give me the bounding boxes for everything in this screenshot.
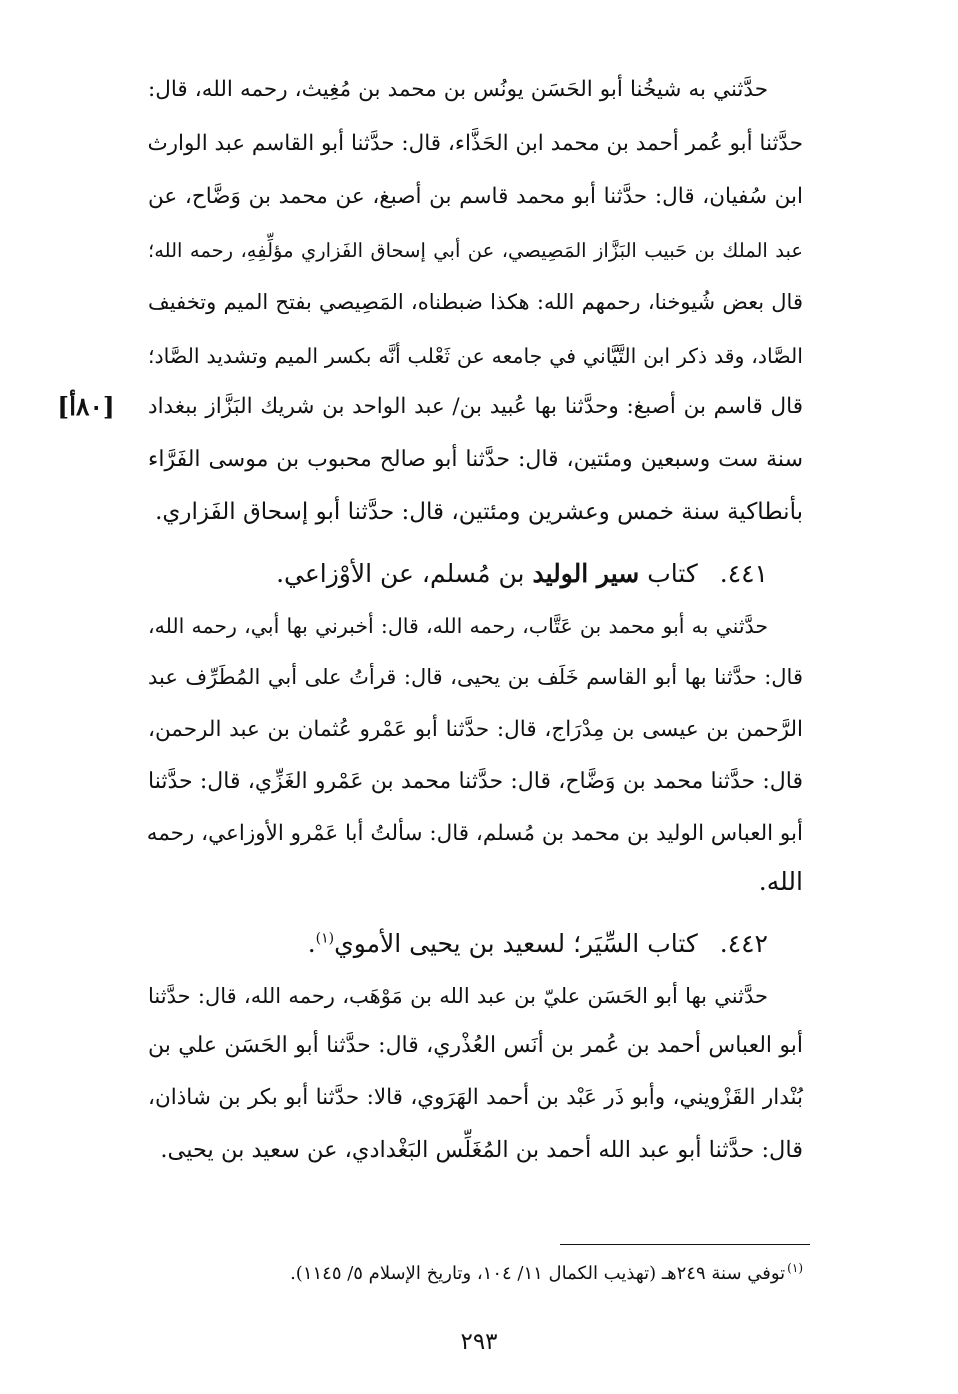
body-line: الرَّحمن بن عيسى بن مِدْرَاج، قال: حدَّثنا أبو عَمْرو عُثمان بن عبد الرحمن، bbox=[148, 717, 803, 742]
footnote-mark: (١) bbox=[787, 1261, 803, 1275]
body-line: حدَّثنا أبو عُمر أحمد بن محمد ابن الحَذَّاء، قال: حدَّثنا أبو القاسم عبد الوارث bbox=[147, 131, 803, 156]
body-line: بُنْدار القَزْويني، وأبو ذَر عَبْد بن أحمد الهَرَوي، قالا: حدَّثنا أبو بكر بن شاذان، bbox=[148, 1085, 803, 1110]
entry-title bbox=[308, 929, 698, 958]
body-line: الصَّاد، وقد ذكر ابن التَّيَّاني في جامعه عن ثَعْلب أنَّه بكسر الميم وتشديد الصَّاد؛ bbox=[148, 344, 803, 368]
entry-442-heading bbox=[148, 918, 768, 970]
folio-marker: [٨٠أ] bbox=[57, 392, 115, 421]
body-line: الله. bbox=[758, 867, 803, 896]
footnote-separator bbox=[560, 1244, 810, 1245]
entry-number: ٤٤٢. bbox=[719, 929, 768, 958]
entry-number: ٤٤١. bbox=[719, 559, 768, 588]
entry-title-text: كتاب السِّيَر؛ لسعيد بن يحيى الأموي bbox=[334, 929, 698, 958]
body-line: قال بعض شُيوخنا، رحمهم الله: هكذا ضبطناه، المَصِيصي بفتح الميم وتخفيف bbox=[148, 290, 803, 314]
body-line: عبد الملك بن حَبيب البَزَّاز المَصِيصي، عن أبي إسحاق الفَزاري مؤلِّفِهِ، رحمه الله؛ bbox=[148, 239, 803, 262]
body-line: بأنطاكية سنة خمس وعشرين ومئتين، قال: حدَّثنا أبو إسحاق الفَزاري. bbox=[155, 499, 803, 525]
body-line: قال: حدَّثنا بها أبو القاسم خَلَف بن يحيى، قال: قرأتُ على أبي المُطَرِّف عبد bbox=[148, 665, 803, 689]
body-line: قال قاسم بن أصبغ: وحدَّثنا بها عُبيد بن/ عبد الواحد بن شريك البَزَّاز ببغداد bbox=[148, 394, 803, 419]
body-line: أبو العباس أحمد بن عُمر بن أنَس العُذْري، قال: حدَّثنا أبو الحَسَن علي بن bbox=[148, 1033, 803, 1058]
footnote bbox=[148, 1256, 803, 1292]
body-line: حدَّثني به شيخُنا أبو الحَسَن يونُس بن محمد بن مُغِيث، رحمه الله، قال: bbox=[148, 77, 768, 102]
body-line: قال: حدَّثنا محمد بن وَضَّاح، قال: حدَّثنا محمد بن عَمْرو الغَزِّي، قال: حدَّثنا bbox=[148, 769, 803, 794]
entry-title bbox=[276, 559, 698, 588]
body-line: حدَّثني به أبو محمد بن عَتَّاب، رحمه الله، قال: أخبرني بها أبي، رحمه الله، bbox=[148, 614, 768, 638]
entry-title-prefix: كتاب bbox=[647, 559, 698, 588]
entry-title-bold: سير الوليد bbox=[532, 559, 640, 588]
body-line: حدَّثني بها أبو الحَسَن عليّ بن عبد الله بن مَوْهَب، رحمه الله، قال: حدَّثنا bbox=[148, 984, 768, 1008]
footnote-text: توفي سنة ٢٤٩هـ (تهذيب الكمال ١١/ ١٠٤، وتاريخ الإسلام ٥/ ١١٤٥). bbox=[290, 1263, 786, 1284]
body-line: سنة ست وسبعين ومئتين، قال: حدَّثنا أبو صالح محبوب بن موسى الفَرَّاء bbox=[148, 447, 803, 472]
body-line: قال: حدَّثنا أبو عبد الله أحمد بن المُغَلِّس البَغْدادي، عن سعيد بن يحيى. bbox=[160, 1137, 803, 1163]
footnote-reference[interactable]: (١) bbox=[315, 930, 335, 947]
entry-title-end: . bbox=[307, 929, 316, 958]
entry-title-suffix: بن مُسلم، عن الأوْزاعي. bbox=[276, 559, 525, 588]
entry-441-heading bbox=[148, 548, 768, 600]
body-line: ابن سُفيان، قال: حدَّثنا أبو محمد قاسم بن أصبغ، عن محمد بن وَضَّاح، عن bbox=[148, 184, 803, 209]
page-number: ٢٩٣ bbox=[460, 1329, 498, 1355]
body-line: أبو العباس الوليد بن محمد بن مُسلم، قال: سألتُ أبا عَمْرو الأوزاعي، رحمه bbox=[146, 821, 803, 846]
